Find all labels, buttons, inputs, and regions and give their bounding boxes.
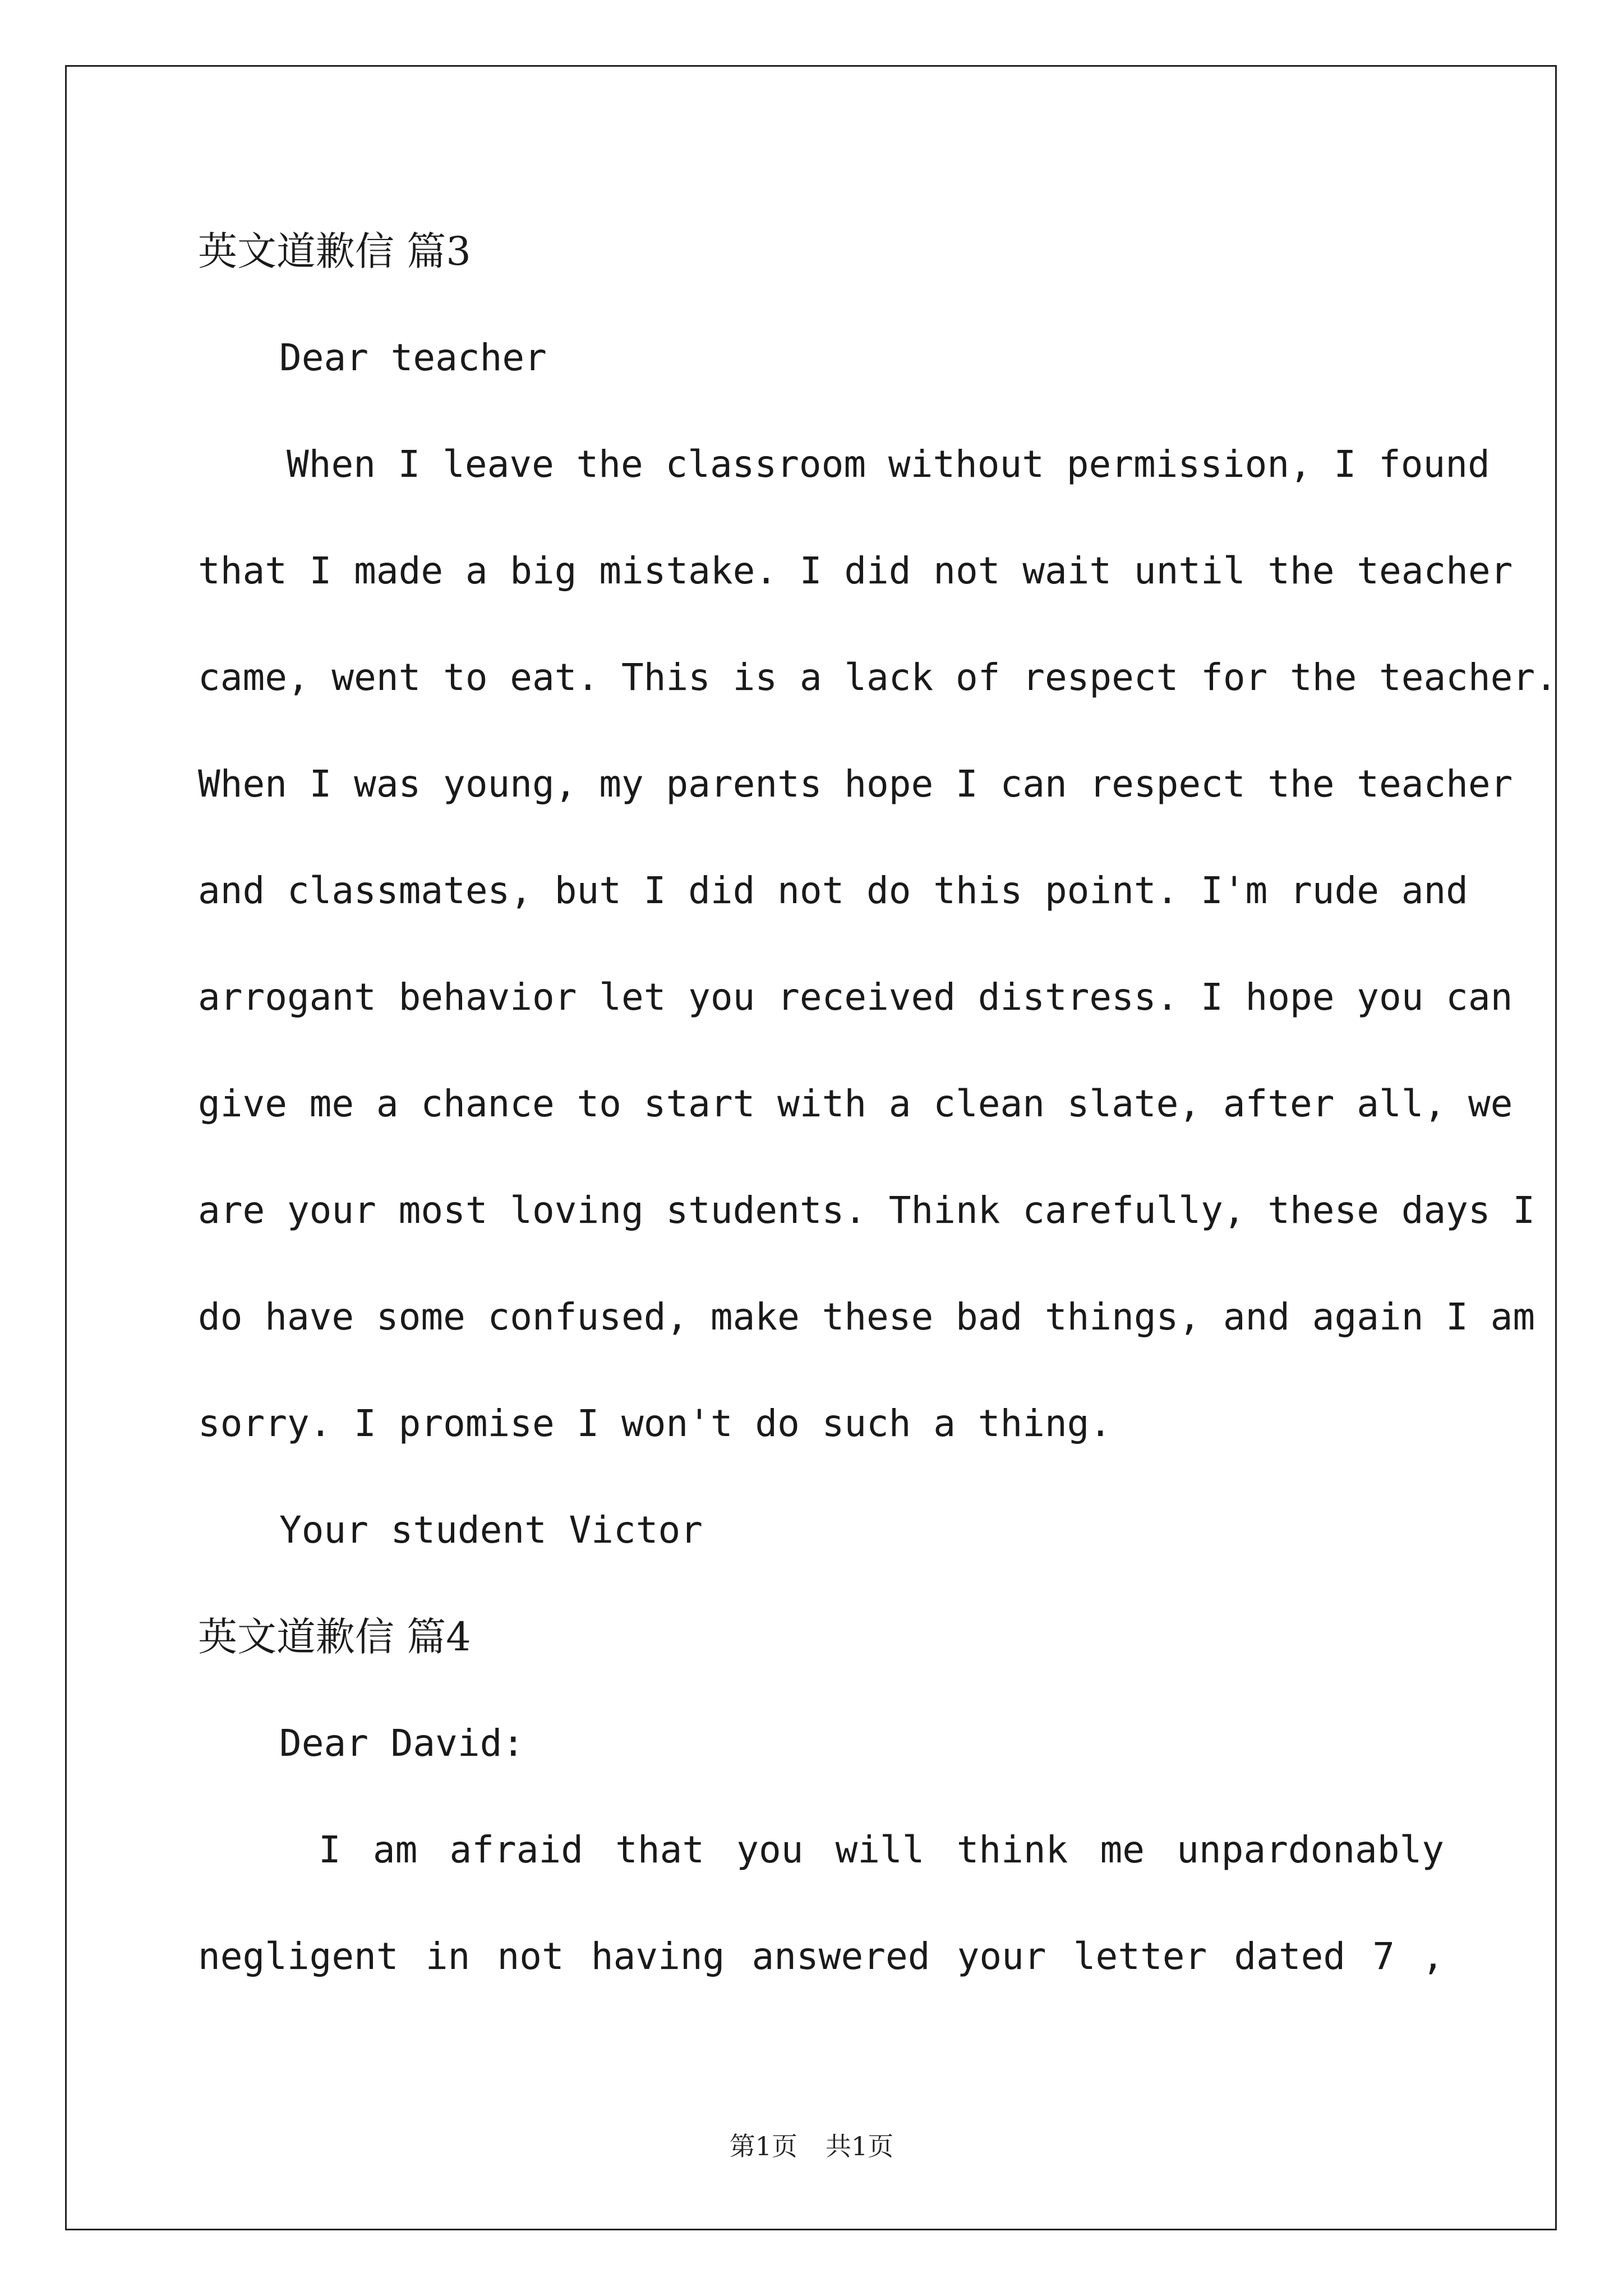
page-number-total: 共1页 (826, 2131, 894, 2161)
paragraph-line: I am afraid that you will think me unpardonably (319, 1828, 1444, 1871)
salutation: Dear teacher (279, 336, 547, 379)
paragraph-line: arrogant behavior let you received distress. I hope you can (198, 976, 1513, 1019)
salutation: Dear David: (279, 1722, 525, 1765)
paragraph-line: give me a chance to start with a clean slate, after all, we (198, 1082, 1513, 1125)
paragraph-line: When I leave the classroom without permission, I found (287, 443, 1490, 486)
paragraph-line: that I made a big mistake. I did not wait until the teacher (198, 549, 1513, 592)
paragraph-line: When I was young, my parents hope I can respect the teacher (198, 762, 1513, 806)
paragraph-line: do have some confused, make these bad things, and again I am (198, 1295, 1536, 1338)
paragraph-line: came, went to eat. This is a lack of respect for the teacher. (198, 656, 1557, 699)
closing: Your student Victor (279, 1508, 703, 1552)
paragraph-line: negligent in not having answered your letter dated 7 , (198, 1935, 1444, 1978)
paragraph-line: and classmates, but I did not do this point. I'm rude and (198, 869, 1468, 912)
section-heading: 英文道歉信 篇4 (198, 1614, 471, 1660)
page-number-current: 第1页 (729, 2131, 797, 2161)
document-body (198, 220, 1557, 2032)
paragraph-line: are your most loving students. Think carefully, these days I (198, 1189, 1536, 1232)
paragraph-line: sorry. I promise I won't do such a thing. (198, 1402, 1112, 1445)
page-footer (0, 2126, 1623, 2163)
section-heading: 英文道歉信 篇3 (198, 228, 471, 274)
